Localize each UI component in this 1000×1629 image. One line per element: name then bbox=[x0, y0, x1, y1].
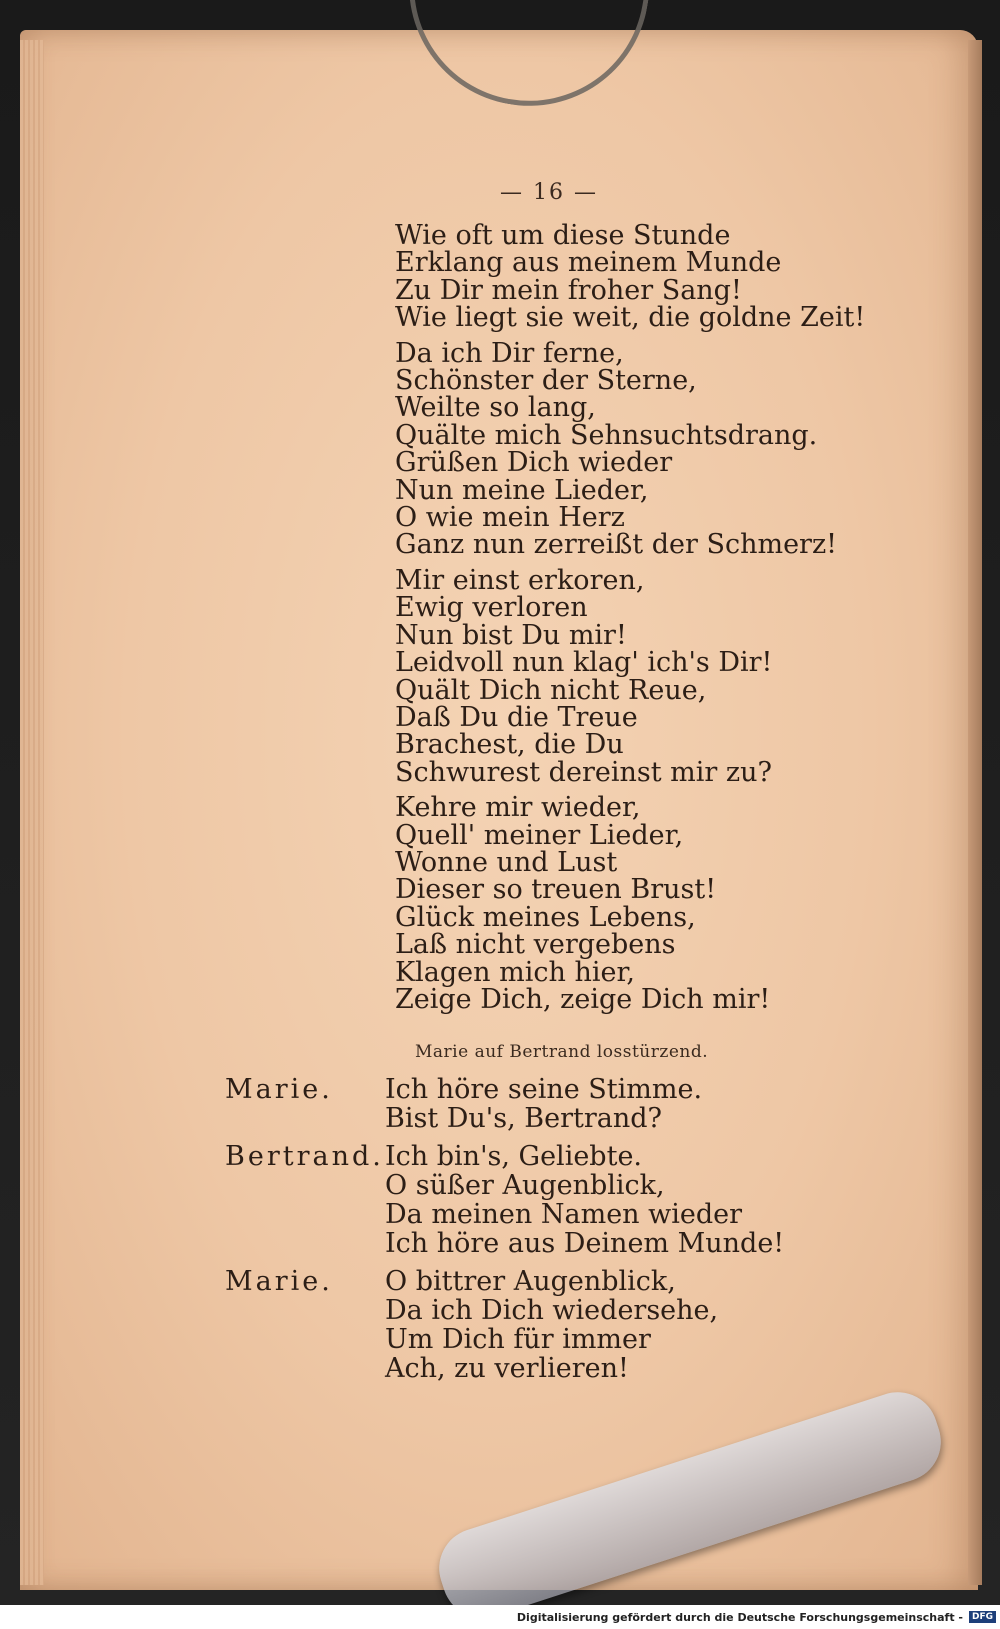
speech-line: Ach, zu verlieren! bbox=[385, 1353, 629, 1384]
verse-line: Glück meines Lebens, bbox=[395, 901, 696, 933]
verse-line: Mir einst erkoren, bbox=[395, 564, 645, 596]
speech-line: Ich höre aus Deinem Munde! bbox=[385, 1228, 785, 1259]
page-number: — 16 — bbox=[500, 180, 598, 205]
song-verses bbox=[395, 222, 865, 1021]
verse-line: Erklang aus meinem Munde bbox=[395, 247, 782, 279]
speech-line: Da ich Dich wiedersehe, bbox=[385, 1295, 719, 1326]
footer-credit: Digitalisierung gefördert durch die Deutsche Forschungsgemeinschaft - bbox=[516, 1610, 963, 1624]
book-spine-edge bbox=[968, 40, 982, 1585]
verse-line: Nun bist Du mir! bbox=[395, 619, 627, 651]
speaker-name: Bertrand. bbox=[225, 1141, 384, 1172]
verse-line: Kehre mir wieder, bbox=[395, 792, 641, 824]
verse-line: Brachest, die Du bbox=[395, 729, 624, 761]
speech-lines bbox=[385, 1142, 784, 1258]
speech-line: O bittrer Augenblick, bbox=[385, 1266, 676, 1297]
verse-line: Nun meine Lieder, bbox=[395, 474, 649, 506]
verse-line: Klagen mich hier, bbox=[395, 956, 635, 988]
speech-line: Da meinen Namen wieder bbox=[385, 1199, 743, 1230]
verse-line: Quälte mich Sehnsuchtsdrang. bbox=[395, 419, 818, 451]
verse-line: Wie oft um diese Stunde bbox=[395, 220, 731, 251]
speech-block bbox=[225, 1267, 925, 1383]
verse-line: Quält Dich nicht Reue, bbox=[395, 674, 707, 706]
verse-line: Ewig verloren bbox=[395, 592, 588, 624]
verse-line: Laß nicht vergebens bbox=[395, 929, 676, 961]
verse-line: Weilte so lang, bbox=[395, 392, 596, 424]
verse-line: Schwurest dereinst mir zu? bbox=[395, 756, 772, 788]
speech-line: Ich bin's, Geliebte. bbox=[385, 1141, 643, 1172]
speech-line: O süßer Augenblick, bbox=[385, 1170, 665, 1201]
verse-line: Grüßen Dich wieder bbox=[395, 447, 673, 479]
speaker-name: Marie. bbox=[225, 1074, 333, 1105]
verse-line: Wonne und Lust bbox=[395, 846, 618, 878]
stage-direction: Marie auf Bertrand losstürzend. bbox=[415, 1042, 709, 1062]
speech-lines bbox=[385, 1075, 702, 1133]
stanza bbox=[395, 337, 865, 561]
verse-line: Quell' meiner Lieder, bbox=[395, 819, 684, 851]
speech-line: Um Dich für immer bbox=[385, 1324, 651, 1355]
stanza bbox=[395, 794, 865, 1013]
verse-line: Zeige Dich, zeige Dich mir! bbox=[395, 983, 771, 1015]
verse-line: Da ich Dir ferne, bbox=[395, 337, 624, 369]
stanza bbox=[395, 564, 865, 788]
verse-line: O wie mein Herz bbox=[395, 502, 625, 534]
speech-line: Bist Du's, Bertrand? bbox=[385, 1103, 662, 1134]
page-stack-edge bbox=[20, 40, 44, 1585]
verse-line: Zu Dir mein froher Sang! bbox=[395, 274, 742, 306]
speech-lines bbox=[385, 1267, 718, 1383]
speech-block bbox=[225, 1142, 925, 1258]
verse-line: Ganz nun zerreißt der Schmerz! bbox=[395, 529, 838, 561]
verse-line: Wie liegt sie weit, die goldne Zeit! bbox=[395, 302, 866, 334]
footer-bar bbox=[0, 1605, 1000, 1629]
verse-line: Leidvoll nun klag' ich's Dir! bbox=[395, 647, 773, 679]
verse-line: Dieser so treuen Brust! bbox=[395, 874, 717, 906]
speech-line: Ich höre seine Stimme. bbox=[385, 1074, 703, 1105]
dfg-logo: DFG bbox=[969, 1611, 996, 1623]
verse-line: Daß Du die Treue bbox=[395, 701, 638, 733]
speech-block bbox=[225, 1075, 925, 1133]
dialogue-section bbox=[225, 1075, 925, 1392]
stanza bbox=[395, 222, 865, 332]
verse-line: Schönster der Sterne, bbox=[395, 365, 697, 397]
speaker-name: Marie. bbox=[225, 1266, 333, 1297]
